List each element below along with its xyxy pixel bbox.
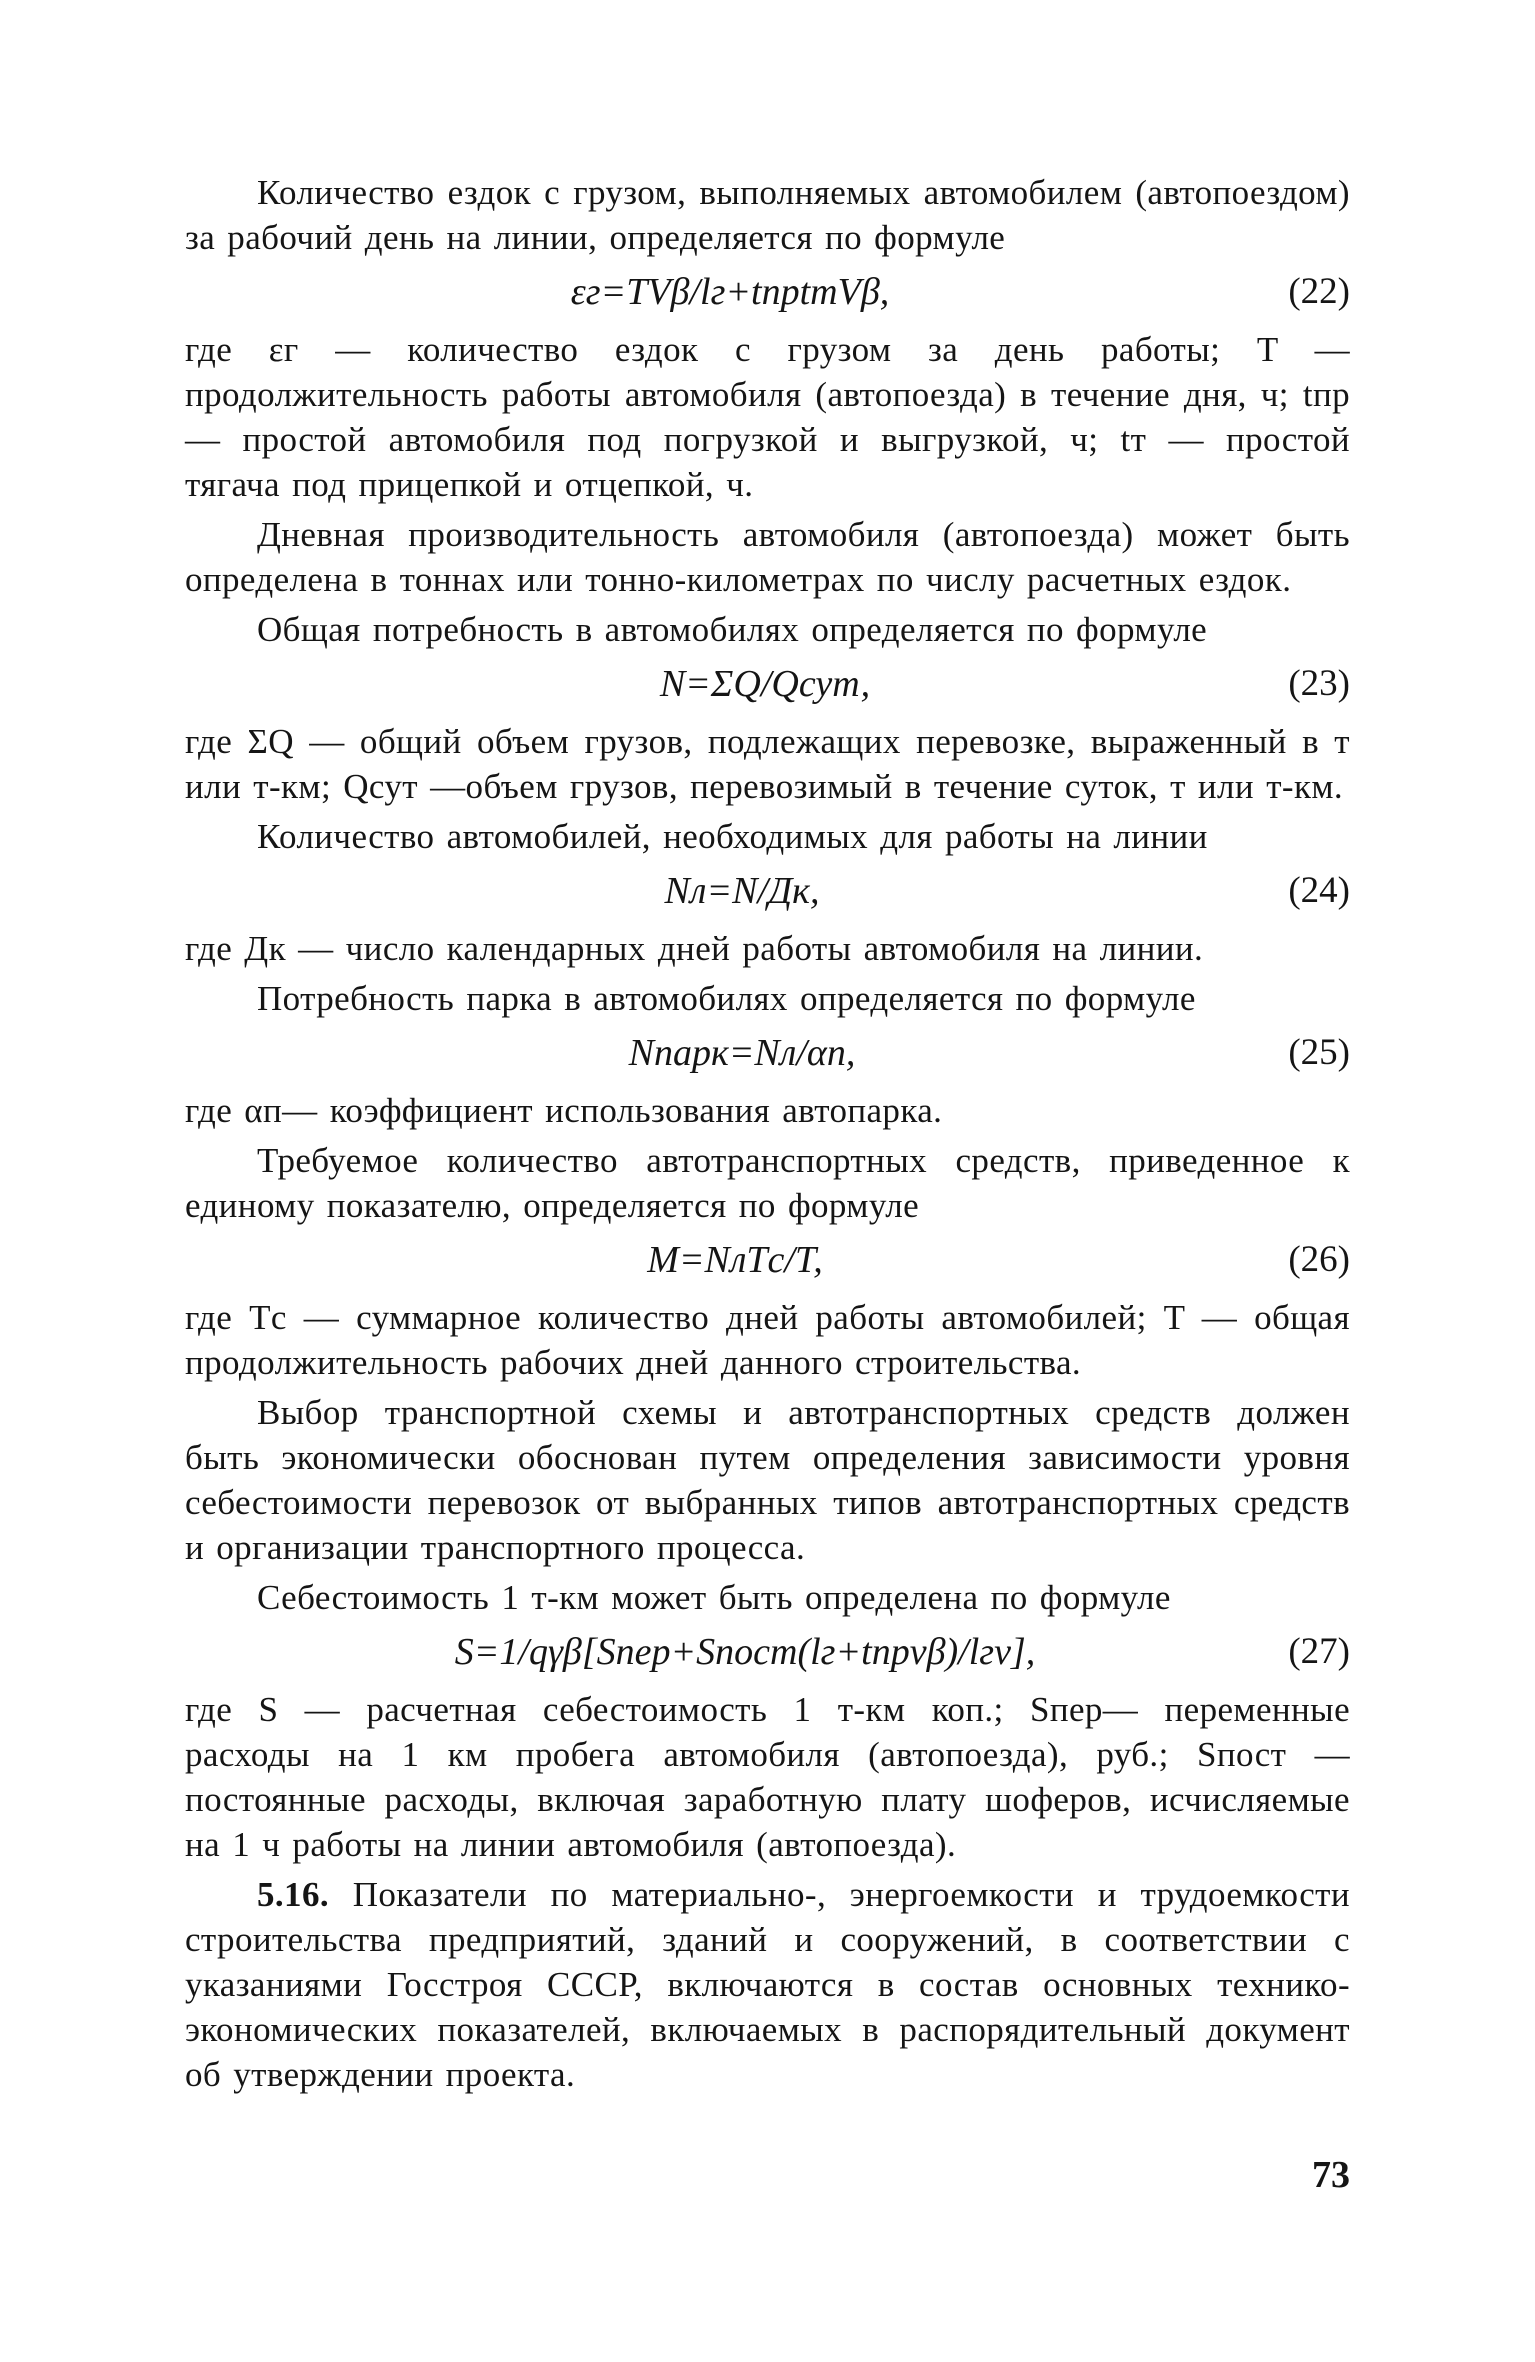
paragraph-text: Потребность парка в автомобилях определяется по формуле (257, 979, 1196, 1018)
paragraph-text: где S — расчетная себестоимость 1 т-км коп.; Sпер— переменные расходы на 1 км пробега автомобиля (автопоезда), руб.; Sпост — постоянные расходы, включая заработную плату шоферов, исчисляемые на 1 ч работы на линии автомобиля (автопоезда). (185, 1690, 1350, 1864)
paragraph (185, 1138, 1350, 1228)
paragraph-continuation (185, 719, 1350, 809)
paragraph (185, 1390, 1350, 1570)
paragraph-text: где Дк — число календарных дней работы автомобиля на линии. (185, 929, 1204, 968)
paragraph-continuation (185, 926, 1350, 971)
formula (185, 657, 1350, 711)
formula-expression: M=NлTс/T, (647, 1239, 823, 1281)
paragraph-continuation (185, 1687, 1350, 1867)
section-number: 5.16. (257, 1875, 329, 1914)
formula-number: (27) (1288, 1631, 1350, 1672)
paragraph (185, 170, 1350, 260)
formula-number: (23) (1288, 663, 1350, 704)
page-body (185, 170, 1350, 2102)
formula-expression: εг=TVβ/lг+tпрtтVβ, (570, 271, 890, 313)
paragraph-continuation (185, 327, 1350, 507)
formula (185, 1233, 1350, 1287)
paragraph (185, 976, 1350, 1021)
formula-number: (22) (1288, 271, 1350, 312)
paragraph-text: Количество автомобилей, необходимых для работы на линии (257, 817, 1208, 856)
formula-expression: S=1/qγβ[Sпер+Sпост(lг+tпрvβ)/lгv], (454, 1631, 1036, 1673)
formula-expression: Nпарк=Nл/αп, (628, 1032, 856, 1074)
formula-number: (24) (1288, 870, 1350, 911)
page-number: 73 (1312, 2154, 1350, 2196)
paragraph-text: Показатели по материально-, энергоемкости и трудоемкости строительства предприятий, зданий и сооружений, в соответствии с указаниями Госстроя СССР, включаются в состав основных технико-экономических показателей, включаемых в распорядительный документ об утверждении проекта. (185, 1875, 1350, 2094)
paragraph-continuation (185, 1088, 1350, 1133)
paragraph-text: где ΣQ — общий объем грузов, подлежащих перевозке, выраженный в т или т-км; Qсут —объем грузов, перевозимый в течение суток, т или т-км. (185, 722, 1350, 806)
paragraph-text: Себестоимость 1 т-км может быть определена по формуле (257, 1578, 1171, 1617)
paragraph-text: Требуемое количество автотранспортных средств, приведенное к единому показателю, определяется по формуле (185, 1141, 1350, 1225)
formula-expression: N=ΣQ/Qсут, (659, 663, 871, 705)
paragraph-text: где εг — количество ездок с грузом за день работы; T — продолжительность работы автомобиля (автопоезда) в течение дня, ч; tпр — простой автомобиля под погрузкой и выгрузкой, ч; tт — простой тягача под прицепкой и отцепкой, ч. (185, 330, 1350, 504)
paragraph-text: где Tс — суммарное количество дней работы автомобилей; T — общая продолжительность рабочих дней данного строительства. (185, 1298, 1350, 1382)
paragraph (185, 1575, 1350, 1620)
paragraph (185, 512, 1350, 602)
formula (185, 1026, 1350, 1080)
formula-number: (25) (1288, 1032, 1350, 1073)
paragraph-text: Дневная производительность автомобиля (автопоезда) может быть определена в тоннах или тонно-километрах по числу расчетных ездок. (185, 515, 1350, 599)
paragraph (185, 607, 1350, 652)
formula (185, 1625, 1350, 1679)
formula-expression: Nл=N/Дк, (664, 870, 820, 912)
paragraph-text: Общая потребность в автомобилях определяется по формуле (257, 610, 1208, 649)
paragraph (185, 1872, 1350, 2097)
formula (185, 864, 1350, 918)
paragraph-text: где αп— коэффициент использования автопарка. (185, 1091, 943, 1130)
paragraph-continuation (185, 1295, 1350, 1385)
paragraph-text: Выбор транспортной схемы и автотранспортных средств должен быть экономически обоснован путем определения зависимости уровня себестоимости перевозок от выбранных типов автотранспортных средств и организации транспортного процесса. (185, 1393, 1350, 1567)
paragraph-text: Количество ездок с грузом, выполняемых автомобилем (автопоездом) за рабочий день на линии, определяется по формуле (185, 173, 1350, 257)
formula (185, 265, 1350, 319)
formula-number: (26) (1288, 1239, 1350, 1280)
paragraph (185, 814, 1350, 859)
